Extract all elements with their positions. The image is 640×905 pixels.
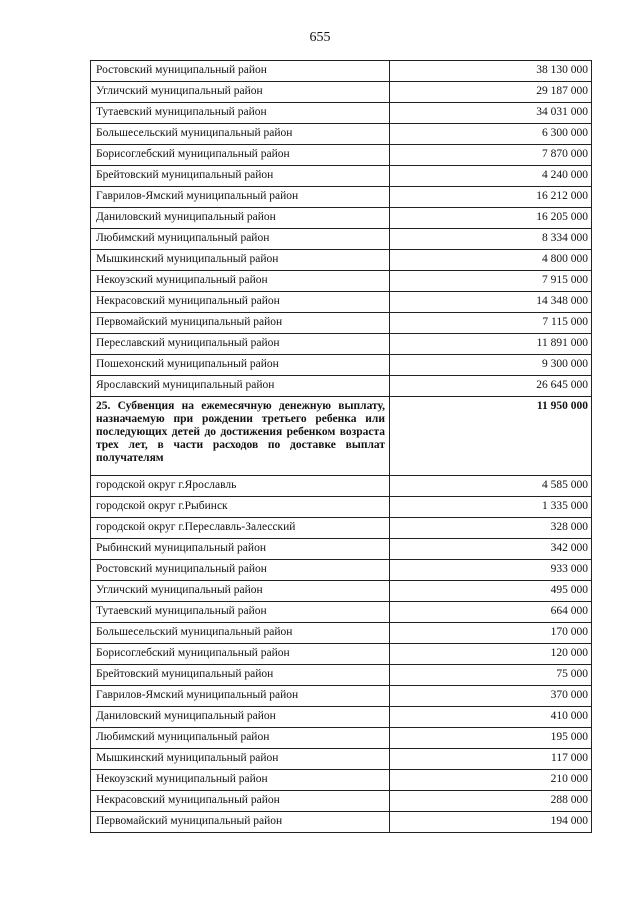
municipality-name: Некрасовский муниципальный район [91, 791, 390, 812]
table-row [91, 82, 592, 103]
table-row [91, 166, 592, 187]
municipality-name: Гаврилов-Ямский муниципальный район [91, 187, 390, 208]
table-row [91, 686, 592, 707]
amount-cell: 410 000 [390, 707, 592, 728]
amount-cell: 370 000 [390, 686, 592, 707]
amount-cell: 38 130 000 [390, 61, 592, 82]
amount-cell: 11 891 000 [390, 334, 592, 355]
table-row [91, 355, 592, 376]
amount-cell: 664 000 [390, 602, 592, 623]
budget-table [90, 60, 592, 833]
amount-cell: 1 335 000 [390, 497, 592, 518]
amount-cell: 933 000 [390, 560, 592, 581]
amount-cell: 75 000 [390, 665, 592, 686]
table-row [91, 103, 592, 124]
table-row [91, 376, 592, 397]
municipality-name: Ростовский муниципальный район [91, 61, 390, 82]
amount-cell: 16 212 000 [390, 187, 592, 208]
municipality-name: Любимский муниципальный район [91, 229, 390, 250]
table-row [91, 334, 592, 355]
amount-cell: 34 031 000 [390, 103, 592, 124]
amount-cell: 288 000 [390, 791, 592, 812]
municipality-name: Ярославский муниципальный район [91, 376, 390, 397]
table-row [91, 187, 592, 208]
municipality-name: Мышкинский муниципальный район [91, 749, 390, 770]
municipality-name: Любимский муниципальный район [91, 728, 390, 749]
amount-cell: 195 000 [390, 728, 592, 749]
amount-cell: 342 000 [390, 539, 592, 560]
table-row [91, 271, 592, 292]
table-row [91, 812, 592, 833]
amount-cell: 4 240 000 [390, 166, 592, 187]
table-row [91, 518, 592, 539]
section-title: 25. Субвенция на ежемесячную денежную выплату, назначаемую при рождении третьего ребенка или последующих детей до достижения ребенком возраста трех лет, в части расходов по доставке выплат получателям [91, 397, 390, 476]
municipality-name: Даниловский муниципальный район [91, 707, 390, 728]
municipality-name: Гаврилов-Ямский муниципальный район [91, 686, 390, 707]
municipality-name: Некоузский муниципальный район [91, 271, 390, 292]
municipality-name: Переславский муниципальный район [91, 334, 390, 355]
table-row [91, 581, 592, 602]
table-row [91, 728, 592, 749]
amount-cell: 6 300 000 [390, 124, 592, 145]
amount-cell: 4 800 000 [390, 250, 592, 271]
amount-cell: 7 915 000 [390, 271, 592, 292]
table-row [91, 208, 592, 229]
municipality-name: Борисоглебский муниципальный район [91, 644, 390, 665]
table-row [91, 791, 592, 812]
municipality-name: городской округ г.Переславль-Залесский [91, 518, 390, 539]
amount-cell: 170 000 [390, 623, 592, 644]
section-amount: 11 950 000 [390, 397, 592, 476]
amount-cell: 495 000 [390, 581, 592, 602]
amount-cell: 29 187 000 [390, 82, 592, 103]
amount-cell: 210 000 [390, 770, 592, 791]
municipality-name: Тутаевский муниципальный район [91, 103, 390, 124]
amount-cell: 328 000 [390, 518, 592, 539]
municipality-name: городской округ г.Ярославль [91, 476, 390, 497]
amount-cell: 8 334 000 [390, 229, 592, 250]
page-number: 655 [309, 30, 331, 45]
table-row [91, 476, 592, 497]
amount-cell: 7 115 000 [390, 313, 592, 334]
municipality-name: Пошехонский муниципальный район [91, 355, 390, 376]
section-row [91, 397, 592, 476]
table-row [91, 623, 592, 644]
municipality-name: Угличский муниципальный район [91, 82, 390, 103]
amount-cell: 9 300 000 [390, 355, 592, 376]
municipality-name: Рыбинский муниципальный район [91, 539, 390, 560]
amount-cell: 7 870 000 [390, 145, 592, 166]
municipality-name: Некоузский муниципальный район [91, 770, 390, 791]
table-row [91, 292, 592, 313]
municipality-name: Большесельский муниципальный район [91, 124, 390, 145]
table-row [91, 749, 592, 770]
table-row [91, 124, 592, 145]
municipality-name: Угличский муниципальный район [91, 581, 390, 602]
amount-cell: 117 000 [390, 749, 592, 770]
municipality-name: Ростовский муниципальный район [91, 560, 390, 581]
municipality-name: Мышкинский муниципальный район [91, 250, 390, 271]
table-row [91, 229, 592, 250]
municipality-name: Борисоглебский муниципальный район [91, 145, 390, 166]
table-row [91, 644, 592, 665]
table-row [91, 145, 592, 166]
municipality-name: городской округ г.Рыбинск [91, 497, 390, 518]
amount-cell: 120 000 [390, 644, 592, 665]
amount-cell: 14 348 000 [390, 292, 592, 313]
table-row [91, 665, 592, 686]
table-row [91, 539, 592, 560]
table-row [91, 560, 592, 581]
table-row [91, 770, 592, 791]
amount-cell: 194 000 [390, 812, 592, 833]
municipality-name: Брейтовский муниципальный район [91, 665, 390, 686]
amount-cell: 4 585 000 [390, 476, 592, 497]
table-row [91, 250, 592, 271]
municipality-name: Даниловский муниципальный район [91, 208, 390, 229]
municipality-name: Большесельский муниципальный район [91, 623, 390, 644]
amount-cell: 26 645 000 [390, 376, 592, 397]
table-row [91, 497, 592, 518]
municipality-name: Брейтовский муниципальный район [91, 166, 390, 187]
municipality-name: Первомайский муниципальный район [91, 812, 390, 833]
table-row [91, 61, 592, 82]
municipality-name: Первомайский муниципальный район [91, 313, 390, 334]
budget-table-body [91, 61, 592, 833]
amount-cell: 16 205 000 [390, 208, 592, 229]
municipality-name: Некрасовский муниципальный район [91, 292, 390, 313]
table-row [91, 602, 592, 623]
table-row [91, 707, 592, 728]
municipality-name: Тутаевский муниципальный район [91, 602, 390, 623]
table-row [91, 313, 592, 334]
